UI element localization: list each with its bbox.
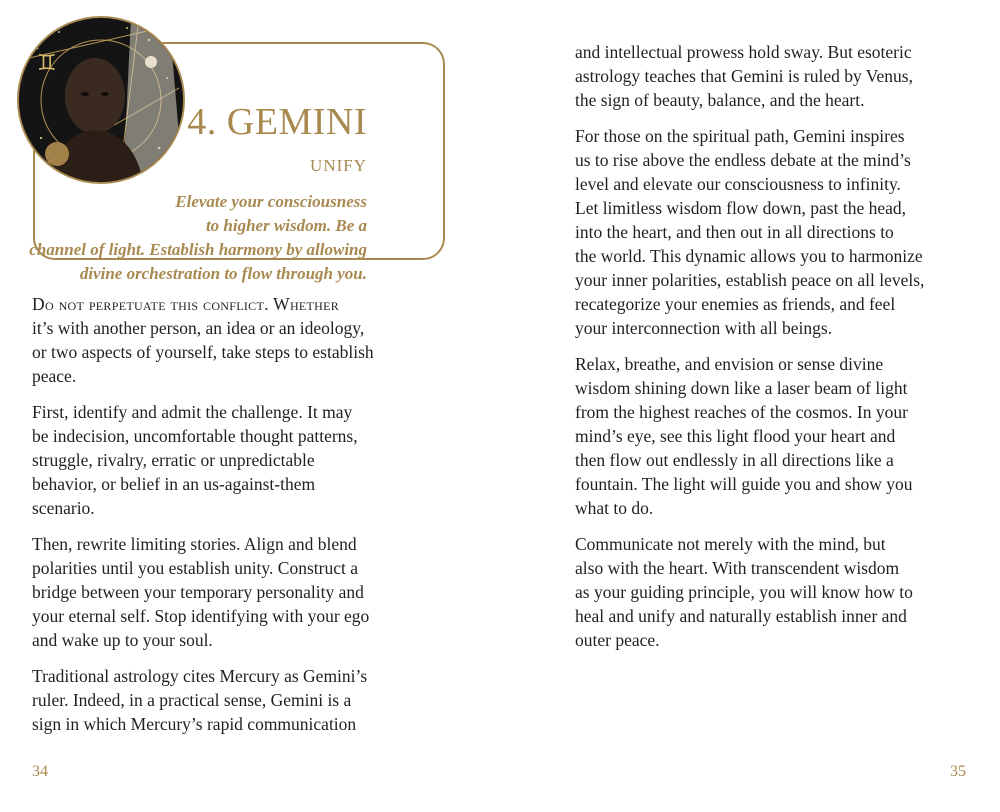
text-line: level and elevate our consciousness to infinity.	[575, 174, 901, 194]
paragraph	[32, 532, 417, 652]
text-line: peace.	[32, 366, 77, 386]
paragraph	[32, 664, 417, 736]
affirmation-line: channel of light. Establish harmony by allowing	[29, 240, 367, 259]
text-line: wisdom shining down like a laser beam of light	[575, 378, 908, 398]
card-title: 4. GEMINI	[187, 101, 367, 143]
page-number-left: 34	[32, 763, 48, 780]
text-line: be indecision, uncomfortable thought patterns,	[32, 426, 358, 446]
text-line: your inner polarities, establish peace on all levels,	[575, 270, 925, 290]
text-line: polarities until you establish unity. Construct a	[32, 558, 358, 578]
card-affirmation	[0, 190, 367, 286]
text-line: or two aspects of yourself, take steps to establish	[32, 342, 374, 362]
text-line: struggle, rivalry, erratic or unpredictable	[32, 450, 315, 470]
text-line: Then, rewrite limiting stories. Align and blend	[32, 534, 357, 554]
text-line: fountain. The light will guide you and show you	[575, 474, 913, 494]
text-line: then flow out endlessly in all directions like a	[575, 450, 894, 470]
text-line: ruler. Indeed, in a practical sense, Gemini is a	[32, 690, 352, 710]
text-line: and intellectual prowess hold sway. But esoteric	[575, 42, 912, 62]
text-line: and wake up to your soul.	[32, 630, 213, 650]
text-line: bridge between your temporary personality and	[32, 582, 364, 602]
paragraph	[575, 124, 967, 340]
right-page-text	[575, 40, 967, 664]
paragraph	[575, 40, 967, 112]
paragraph	[32, 400, 417, 520]
svg-text:♊: ♊	[37, 51, 57, 76]
text-line: Traditional astrology cites Mercury as Gemini’s	[32, 666, 368, 686]
card-keyword: UNIFY	[310, 156, 367, 175]
text-line: the sign of beauty, balance, and the heart.	[575, 90, 865, 110]
opening-smallcaps-line: Do not perpetuate this conflict. Whether	[32, 294, 340, 314]
text-line: scenario.	[32, 498, 95, 518]
text-line: Let limitless wisdom flow down, past the head,	[575, 198, 906, 218]
text-line: heal and unify and naturally establish inner and	[575, 606, 907, 626]
left-page-text	[32, 292, 417, 748]
text-line: your eternal self. Stop identifying with your ego	[32, 606, 370, 626]
text-line: it’s with another person, an idea or an ideology,	[32, 318, 365, 338]
text-line: your interconnection with all beings.	[575, 318, 833, 338]
paragraph	[575, 532, 967, 652]
paragraph	[32, 292, 417, 388]
text-line: as your guiding principle, you will know how to	[575, 582, 913, 602]
text-line: outer peace.	[575, 630, 660, 650]
text-line: For those on the spiritual path, Gemini inspires	[575, 126, 905, 146]
text-line: mind’s eye, see this light flood your heart and	[575, 426, 896, 446]
affirmation-line: Elevate your consciousness	[175, 192, 367, 211]
text-line: astrology teaches that Gemini is ruled by Venus,	[575, 66, 913, 86]
paragraph	[575, 352, 967, 520]
gemini-card-artwork-icon	[19, 18, 183, 182]
text-line: Communicate not merely with the mind, but	[575, 534, 886, 554]
text-line: Relax, breathe, and envision or sense divine	[575, 354, 884, 374]
text-line: into the heart, and then out in all directions to	[575, 222, 894, 242]
text-line: from the highest reaches of the cosmos. In your	[575, 402, 908, 422]
text-line: us to rise above the endless debate at the mind’s	[575, 150, 911, 170]
affirmation-line: divine orchestration to flow through you.	[79, 264, 367, 283]
text-line: behavior, or belief in an us-against-them	[32, 474, 316, 494]
affirmation-line: to higher wisdom. Be a	[205, 216, 367, 235]
text-line: what to do.	[575, 498, 654, 518]
text-line: also with the heart. With transcendent wisdom	[575, 558, 900, 578]
text-line: sign in which Mercury’s rapid communication	[32, 714, 357, 734]
text-line: First, identify and admit the challenge. It may	[32, 402, 353, 422]
text-line: recategorize your enemies as friends, and feel	[575, 294, 896, 314]
text-line: the world. This dynamic allows you to harmonize	[575, 246, 923, 266]
page-number-right: 35	[950, 763, 966, 780]
